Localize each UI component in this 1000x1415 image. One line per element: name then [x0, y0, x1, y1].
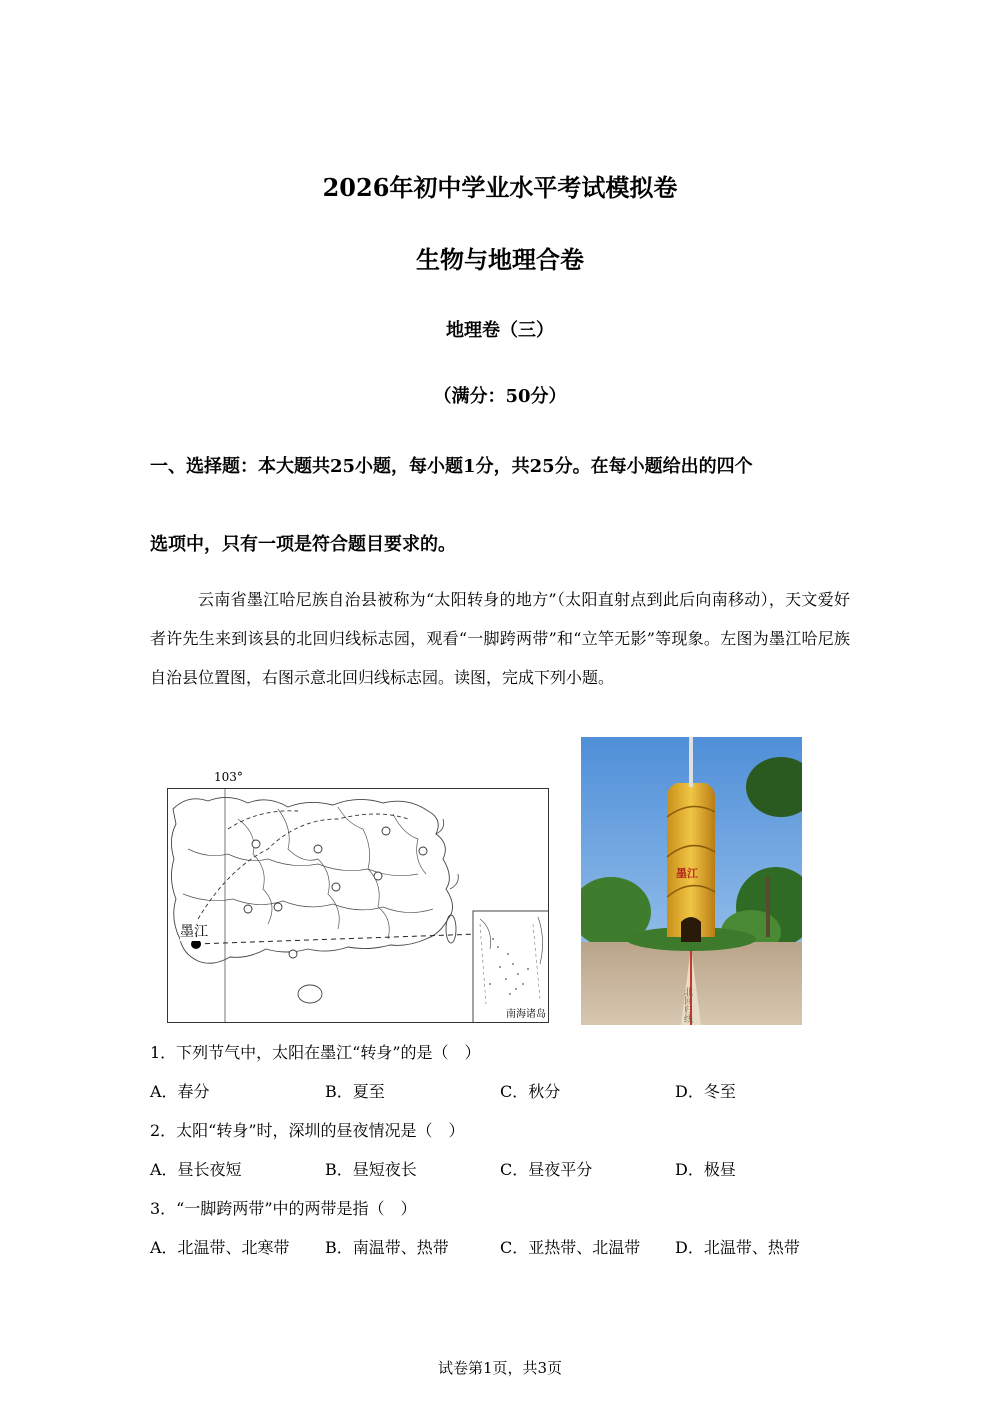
question-1-option-a[interactable]: A．春分 — [150, 1082, 210, 1101]
page-footer: 试卷第1页，共3页 — [437, 1359, 563, 1377]
location-map — [167, 788, 549, 1023]
question-2-option-d[interactable]: D．极昼 — [675, 1160, 736, 1179]
question-2-option-c[interactable]: C．昼夜平分 — [500, 1160, 593, 1179]
question-3-option-c[interactable]: C．亚热带、北温带 — [500, 1238, 641, 1257]
question-1-options — [150, 1079, 850, 1102]
full-score: （满分：50分） — [433, 386, 567, 407]
question-3-options — [150, 1235, 850, 1258]
mojiang-label: 墨江 — [180, 921, 208, 941]
map-drawing — [168, 789, 549, 1023]
exam-subtitle: 生物与地理合卷 — [416, 245, 584, 274]
section-heading-line1: 一、选择题：本大题共25小题，每小题1分，共25分。在每小题给出的四个 — [150, 456, 753, 477]
paper-name: 地理卷（三） — [446, 320, 554, 341]
intro-paragraph: 云南省墨江哈尼族自治县被称为“太阳转身的地方”（太阳直射点到此后向南移动），天文爱好者许先生来到该县的北回归线标志园，观看“一脚跨两带”和“立竿无影”等现象。左图为墨江哈尼族自治县位置图，右图示意北回归线标志园。读图，完成下列小题。 — [150, 590, 850, 687]
question-2-stem: 2．太阳“转身”时，深圳的昼夜情况是（ ） — [150, 1121, 465, 1140]
question-1-option-c[interactable]: C．秋分 — [500, 1082, 561, 1101]
question-3-option-a[interactable]: A．北温带、北寒带 — [150, 1238, 290, 1257]
question-1-option-b[interactable]: B．夏至 — [325, 1082, 385, 1101]
question-2-options — [150, 1157, 850, 1180]
question-1-stem: 1．下列节气中，太阳在墨江“转身”的是（ ） — [150, 1043, 481, 1062]
section-heading-line2: 选项中，只有一项是符合题目要求的。 — [150, 534, 456, 555]
question-1-option-d[interactable]: D．冬至 — [675, 1082, 736, 1101]
question-3-option-d[interactable]: D．北温带、热带 — [675, 1238, 800, 1257]
longitude-label: 103° — [214, 770, 243, 784]
tower-sign: 墨江 — [676, 867, 698, 880]
tropic-park-photo — [581, 737, 802, 1025]
ground-marking: 北回归线 — [682, 987, 692, 1023]
question-3-option-b[interactable]: B．南温带、热带 — [325, 1238, 449, 1257]
question-2-option-a[interactable]: A．昼长夜短 — [150, 1160, 242, 1179]
question-3-stem: 3．“一脚跨两带”中的两带是指（ ） — [150, 1199, 417, 1218]
inset-label: 南海诸岛 — [506, 1005, 546, 1020]
photo-illustration — [581, 737, 802, 1025]
question-2-option-b[interactable]: B．昼短夜长 — [325, 1160, 417, 1179]
exam-title: 2026年初中学业水平考试模拟卷 — [322, 173, 678, 202]
